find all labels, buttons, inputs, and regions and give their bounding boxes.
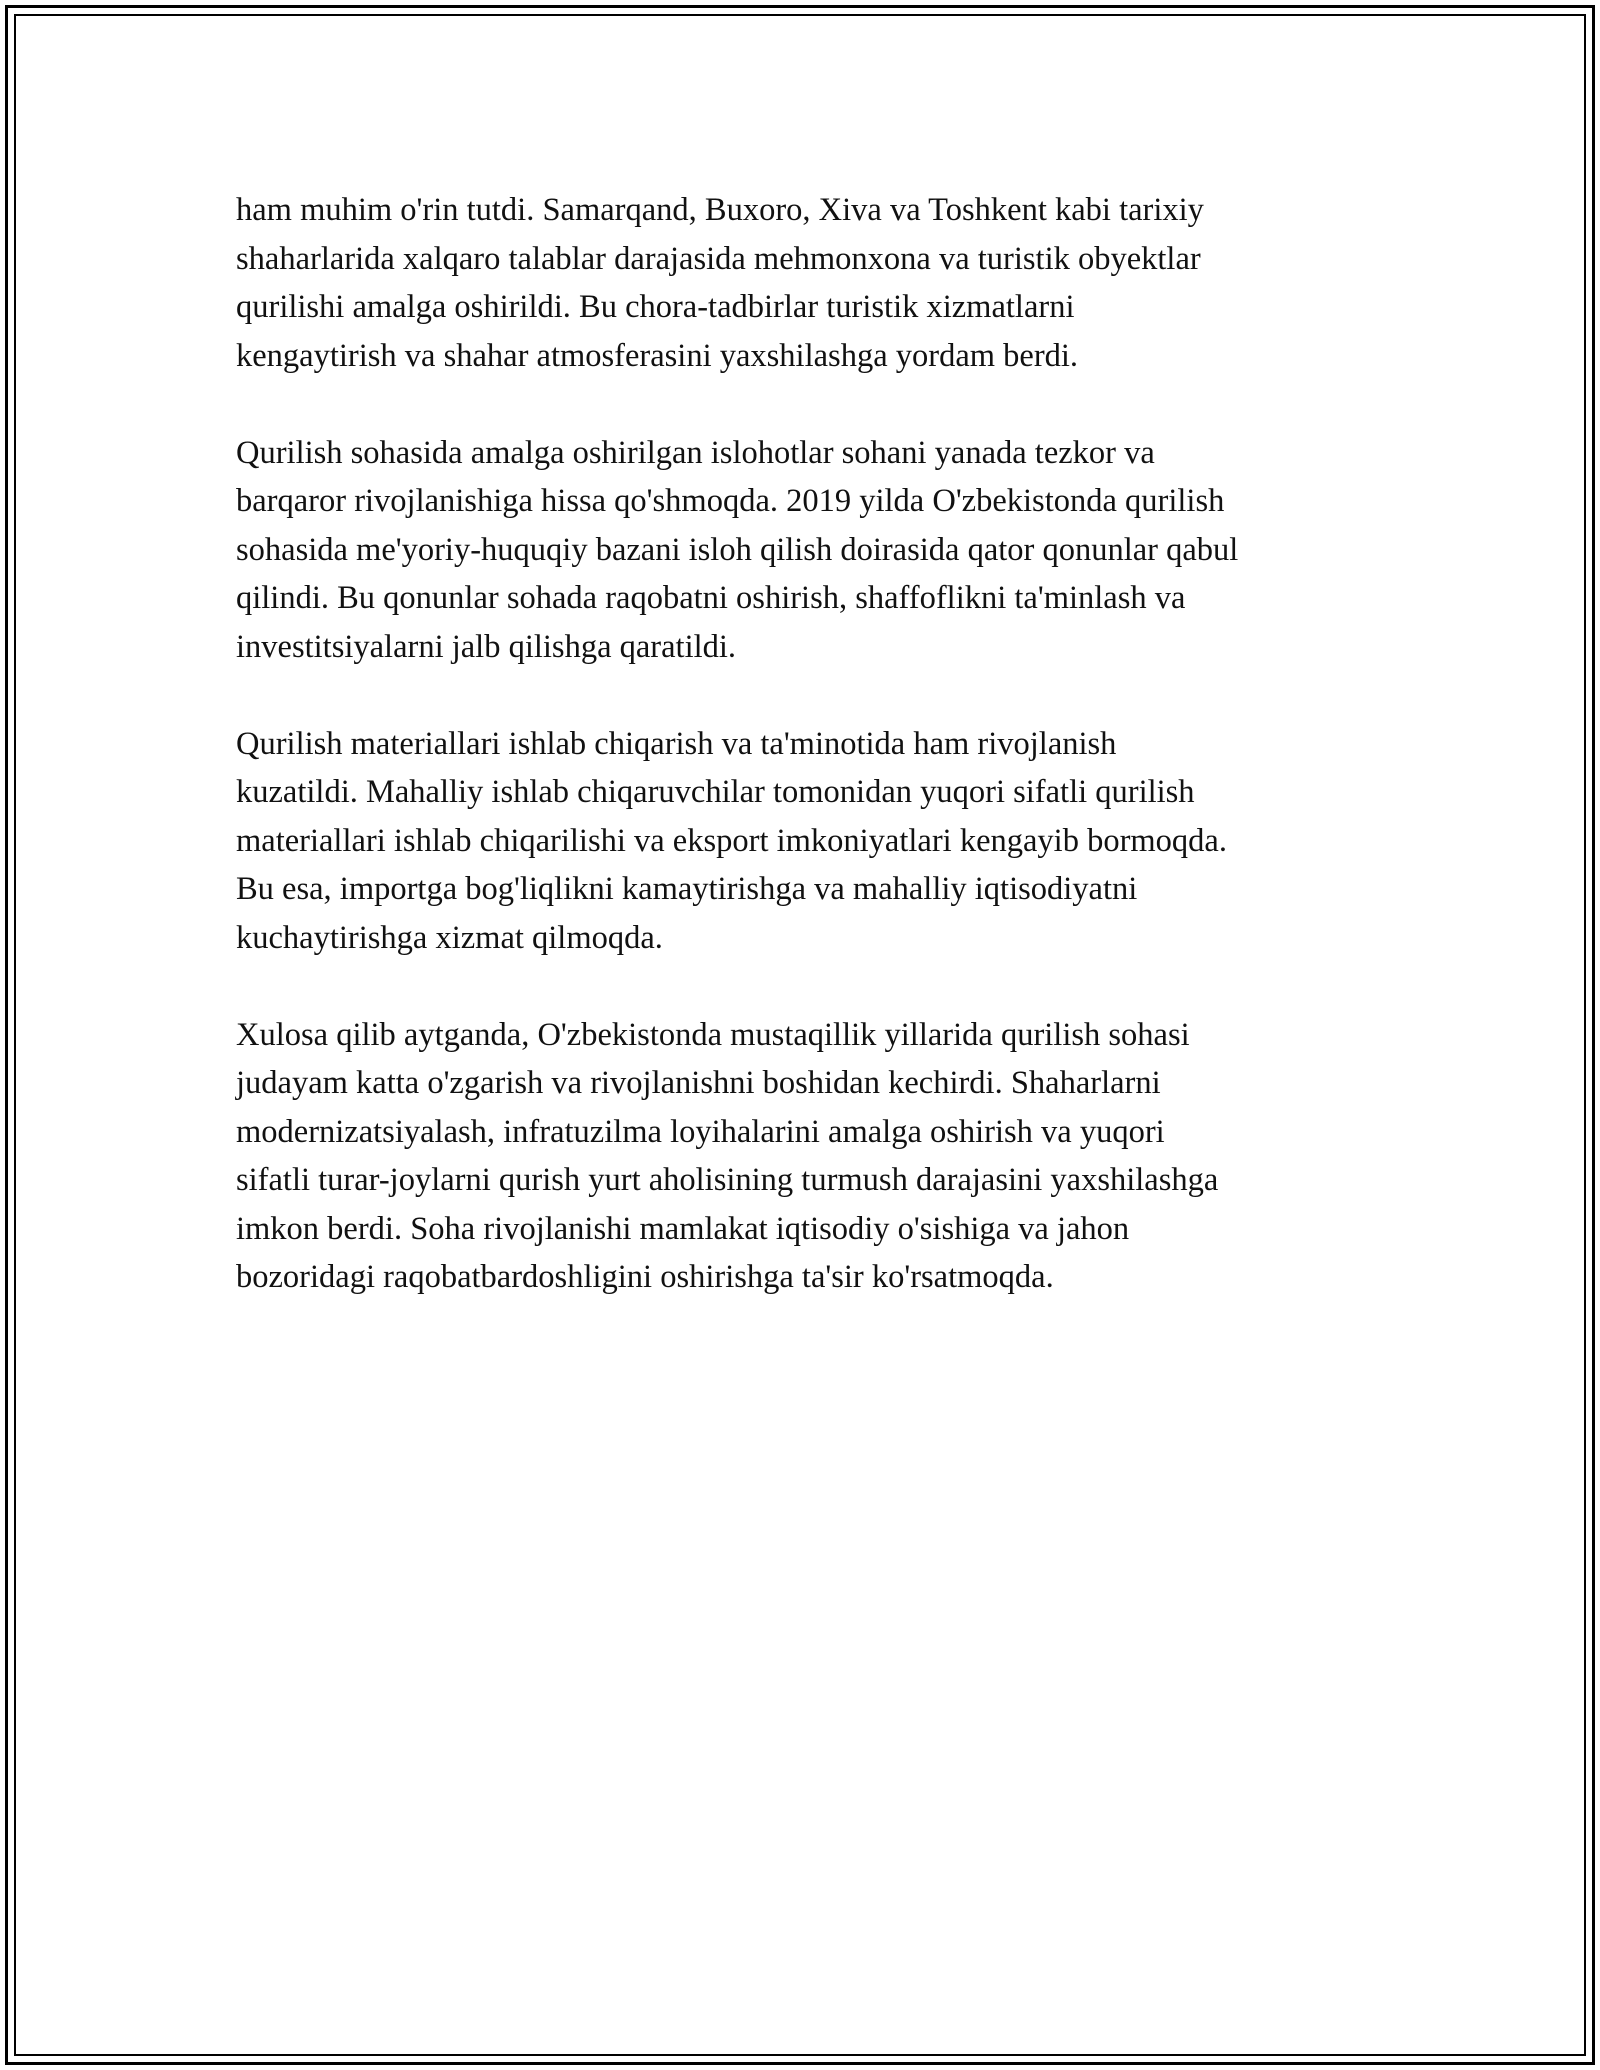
text-line: Xulosa qilib aytganda, O'zbekistonda mustaqillik yillarida qurilish sohasi bbox=[236, 1016, 1190, 1053]
text-line: qurilishi amalga oshirildi. Bu chora-tadbirlar turistik xizmatlarni bbox=[236, 289, 1075, 325]
text-line: materiallari ishlab chiqarilishi va eksport imkoniyatlari kengayib bormoqda. bbox=[236, 822, 1227, 859]
text-line: imkon berdi. Soha rivojlanishi mamlakat iqtisodiy o'sishiga va jahon bbox=[236, 1210, 1130, 1247]
text-line: qilindi. Bu qonunlar sohada raqobatni oshirish, shaffoflikni ta'minlash va bbox=[236, 580, 1186, 616]
text-line: kuchaytirishga xizmat qilmoqda. bbox=[236, 919, 663, 956]
text-line: Qurilish sohasida amalga oshirilgan islohotlar sohani yanada tezkor va bbox=[236, 434, 1155, 471]
text-line: shaharlarida xalqaro talablar darajasida mehmonxona va turistik obyektlar bbox=[236, 240, 1201, 277]
document-body bbox=[236, 186, 1376, 1350]
text-line: kuzatildi. Mahalliy ishlab chiqaruvchilar tomonidan yuqori sifatli qurilish bbox=[236, 774, 1195, 810]
paragraph-1 bbox=[236, 186, 1376, 380]
paragraph-4 bbox=[236, 1011, 1376, 1302]
text-line: barqaror rivojlanishiga hissa qo'shmoqda. 2019 yilda O'zbekistonda qurilish bbox=[236, 483, 1225, 519]
text-line: judayam katta o'zgarish va rivojlanishni boshidan kechirdi. Shaharlarni bbox=[236, 1065, 1161, 1101]
text-line: sohasida me'yoriy-huquqiy bazani isloh qilish doirasida qator qonunlar qabul bbox=[236, 531, 1239, 568]
text-line: Bu esa, importga bog'liqlikni kamaytirishga va mahalliy iqtisodiyatni bbox=[236, 871, 1138, 907]
text-line: bozoridagi raqobatbardoshligini oshirishga ta'sir ko'rsatmoqda. bbox=[236, 1259, 1054, 1295]
text-line: investitsiyalarni jalb qilishga qaratildi. bbox=[236, 628, 737, 665]
text-line: kengaytirish va shahar atmosferasini yaxshilashga yordam berdi. bbox=[236, 337, 1079, 374]
paragraph-2 bbox=[236, 429, 1376, 672]
paragraph-3 bbox=[236, 720, 1376, 963]
text-line: sifatli turar-joylarni qurish yurt aholisining turmush darajasini yaxshilashga bbox=[236, 1162, 1219, 1198]
text-line: ham muhim o'rin tutdi. Samarqand, Buxoro, Xiva va Toshkent kabi tarixiy bbox=[236, 192, 1204, 228]
text-line: modernizatsiyalash, infratuzilma loyihalarini amalga oshirish va yuqori bbox=[236, 1113, 1165, 1150]
text-line: Qurilish materiallari ishlab chiqarish va ta'minotida ham rivojlanish bbox=[236, 725, 1117, 762]
